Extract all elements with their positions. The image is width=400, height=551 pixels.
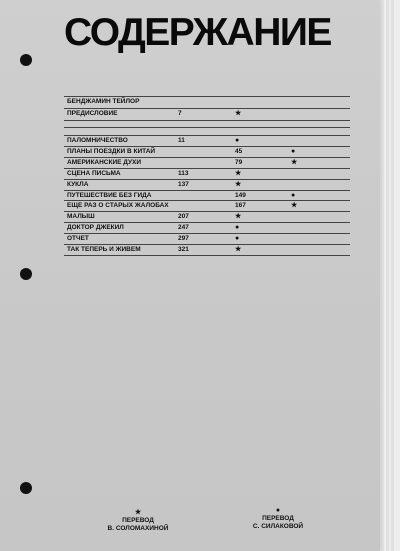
chapter-page: 167 [235, 202, 246, 210]
star-mark: ★ [291, 158, 298, 166]
dot-mark: ● [291, 191, 296, 199]
translator-name: В. СОЛОМАХИНОЙ [107, 525, 169, 532]
chapter-page: 321 [178, 246, 189, 253]
toc-row [64, 169, 350, 179]
chapter-title: ТАК ТЕПЕРЬ И ЖИВЕМ [67, 246, 141, 253]
page-edge [386, 0, 389, 551]
chapter-page: 45 [235, 147, 243, 155]
credit-label: ПЕРЕВОД [122, 517, 154, 524]
toc-row [64, 201, 350, 211]
star-mark: ★ [235, 246, 242, 253]
chapter-title: КУКЛА [67, 180, 89, 188]
star-mark: ★ [291, 202, 298, 210]
author-row [64, 97, 350, 107]
chapter-title: ПЛАНЫ ПОЕЗДКИ В КИТАЙ [67, 147, 156, 155]
star-mark: ★ [235, 213, 242, 221]
dot-mark: ● [235, 137, 240, 144]
toc-row [64, 234, 350, 244]
chapter-title: АМЕРИКАНСКИЕ ДУХИ [67, 158, 142, 166]
chapter-title: ПУТЕШЕСТВИЕ БЕЗ ГИДА [67, 191, 152, 199]
chapter-page: 297 [178, 235, 189, 243]
toc-row [64, 212, 350, 222]
author-name: БЕНДЖАМИН ТЕЙЛОР [67, 98, 140, 105]
toc-row [64, 147, 350, 157]
chapter-page: 137 [178, 180, 189, 188]
chapter-title: СЦЕНА ПИСЬМА [67, 169, 121, 177]
binder-hole [20, 54, 32, 66]
binder-hole [20, 482, 32, 494]
toc-row [64, 158, 350, 168]
translator-name: С. СИЛАКОВОЙ [252, 523, 304, 530]
chapter-page: 113 [178, 169, 189, 177]
dot-mark: ● [235, 224, 240, 232]
chapter-page: 247 [178, 224, 189, 232]
chapter-title: ЕЩЕ РАЗ О СТАРЫХ ЖАЛОБАХ [67, 202, 169, 210]
page-edge [391, 0, 394, 551]
page-title: СОДЕРЖАНИЕ [64, 11, 331, 54]
chapter-page: 11 [178, 137, 185, 144]
chapter-title: ПАЛОМНИЧЕСТВО [67, 137, 128, 144]
dot-mark: ● [291, 147, 296, 155]
rule [64, 120, 350, 121]
chapter-page: 79 [235, 158, 243, 166]
star-mark: ★ [235, 180, 242, 188]
toc-row [64, 191, 350, 201]
preface-title: ПРЕДИСЛОВИЕ [67, 110, 118, 117]
preface-mark: ★ [235, 110, 242, 117]
preface-page: 7 [178, 110, 182, 117]
rule [64, 255, 350, 256]
star-mark: ★ [134, 509, 142, 516]
translator-credit [98, 509, 178, 533]
chapter-page: 207 [178, 213, 189, 221]
dot-mark: ● [235, 235, 240, 243]
translator-credit [238, 507, 318, 531]
credit-label: ПЕРЕВОД [262, 515, 294, 522]
binder-hole [20, 268, 32, 280]
chapter-title: ОТЧЕТ [67, 235, 89, 243]
dot-mark: ● [275, 507, 281, 514]
rule [64, 127, 350, 128]
toc-row [64, 245, 350, 255]
toc-row [64, 180, 350, 190]
chapter-title: МАЛЫШ [67, 213, 95, 221]
chapter-title: ДОКТОР ДЖЕКИЛ [67, 224, 124, 232]
toc-row [64, 136, 350, 146]
toc-row [64, 223, 350, 233]
star-mark: ★ [235, 169, 242, 177]
chapter-page: 149 [235, 191, 246, 199]
preface-row [64, 109, 350, 119]
page-edge [381, 0, 384, 551]
